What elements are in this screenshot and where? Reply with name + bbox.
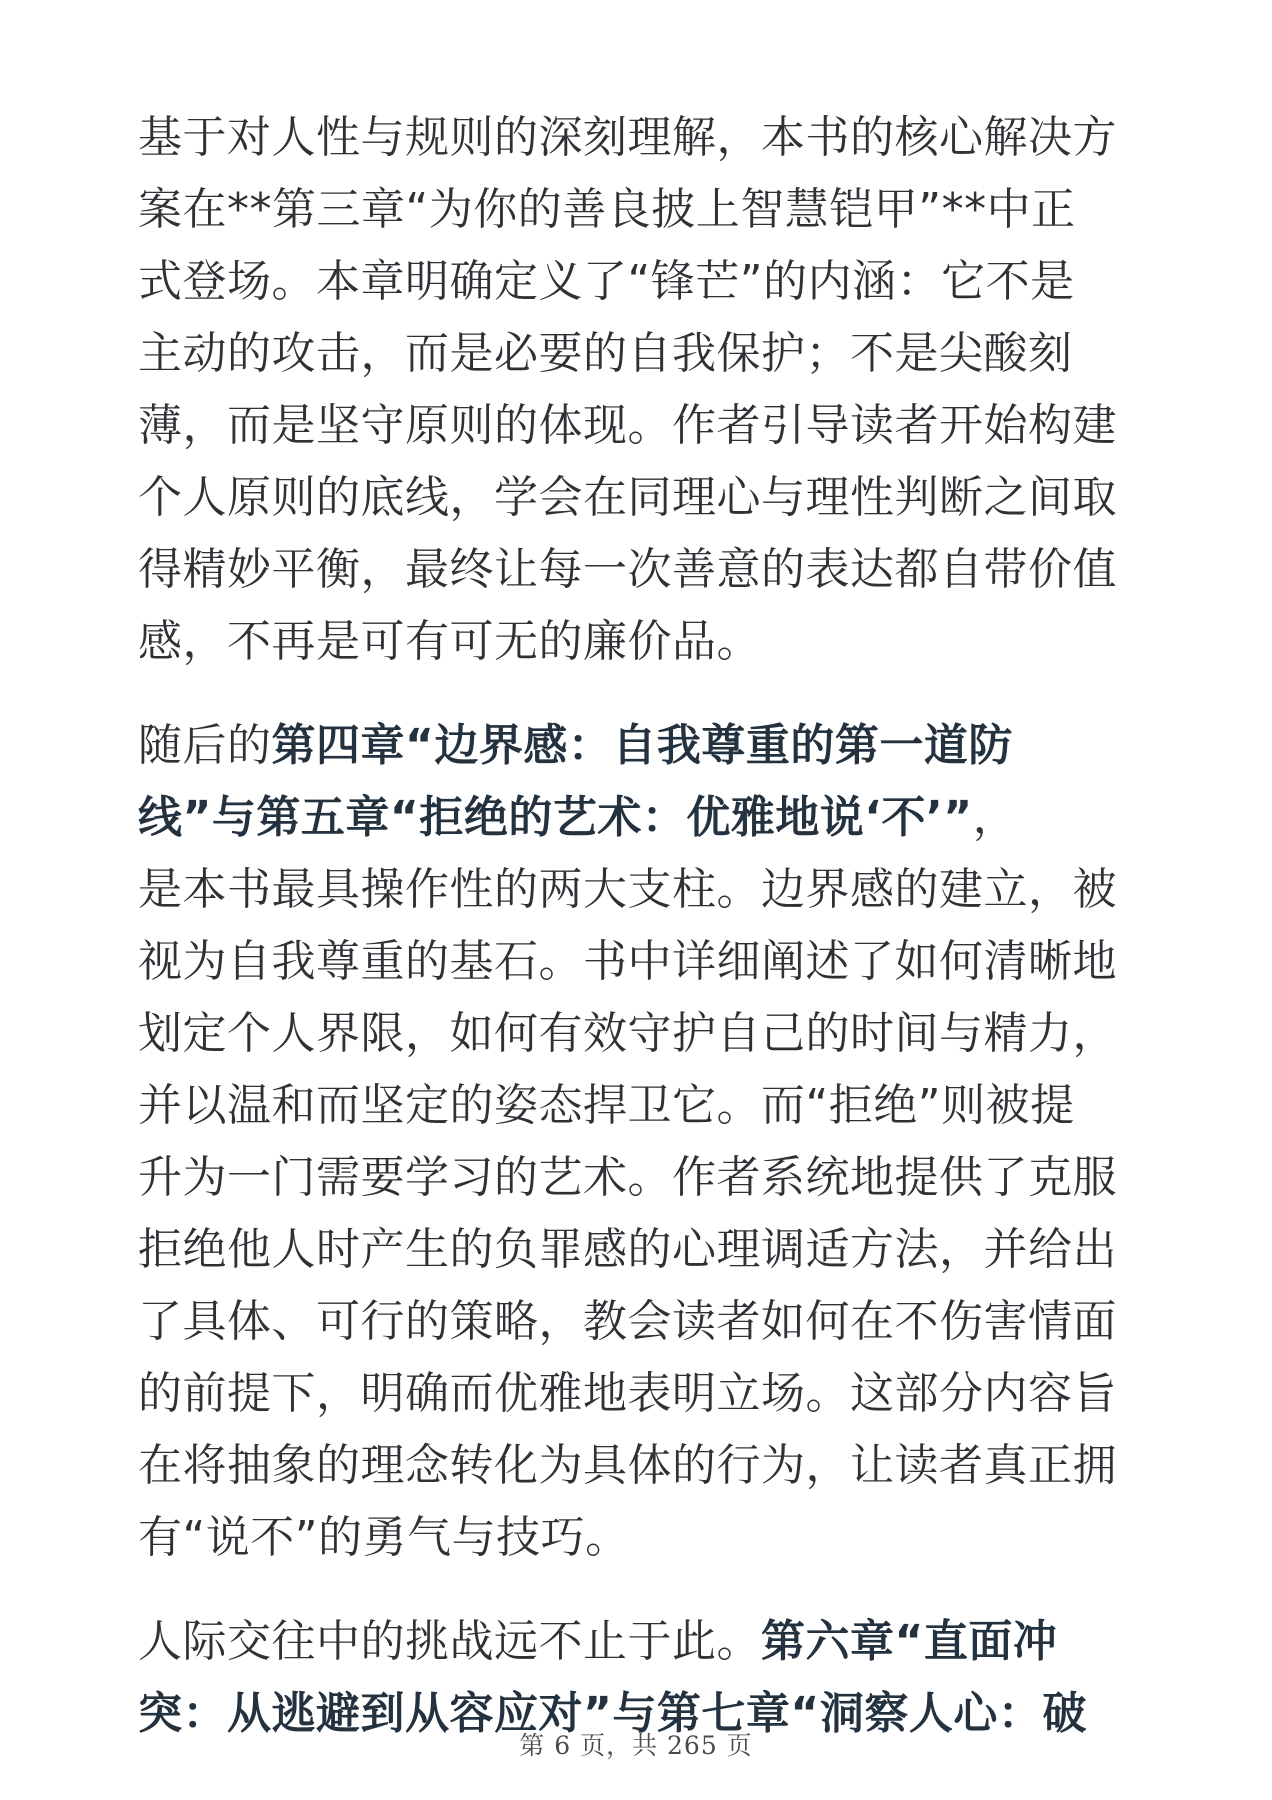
text-line	[138, 174, 1138, 246]
body-text: 式登场。本章明确定义了“锋芒”的内涵：它不是	[138, 256, 1075, 307]
text-line	[138, 462, 1138, 534]
text-line	[138, 1502, 1138, 1574]
text-line	[138, 246, 1138, 318]
text-line	[138, 318, 1138, 390]
text-line	[138, 390, 1138, 462]
body-text: 随后的	[138, 720, 272, 771]
body-text: ，	[972, 792, 1018, 843]
body-text: 的前提下，明确而优雅地表明立场。这部分内容旨	[138, 1368, 1117, 1419]
body-text: 是本书最具操作性的两大支柱。边界感的建立，被	[138, 864, 1117, 915]
text-line	[138, 606, 1138, 678]
chapter-title-emphasis: 突：从逃避到从容应对”与第七章“洞察人心：破	[138, 1688, 1087, 1739]
text-line	[138, 1286, 1138, 1358]
body-text: 薄，而是坚守原则的体现。作者引导读者开始构建	[138, 400, 1117, 451]
page-number-footer: 第 6 页，共 265 页	[519, 1731, 753, 1760]
text-line	[138, 534, 1138, 606]
chapter-title-emphasis: 第四章“边界感：自我尊重的第一道防	[271, 720, 1013, 771]
text-line	[138, 1070, 1138, 1142]
body-text: 了具体、可行的策略，教会读者如何在不伤害情面	[138, 1296, 1117, 1347]
text-line	[138, 782, 1138, 854]
body-text: 拒绝他人时产生的负罪感的心理调适方法，并给出	[138, 1224, 1117, 1275]
body-text: 有“说不”的勇气与技巧。	[138, 1512, 630, 1563]
body-text: 个人原则的底线，学会在同理心与理性判断之间取	[138, 472, 1117, 523]
text-line	[138, 1214, 1138, 1286]
body-text: 划定个人界限，如何有效守护自己的时间与精力，	[138, 1008, 1117, 1059]
text-line	[138, 1430, 1138, 1502]
text-line	[138, 1142, 1138, 1214]
body-text: 在将抽象的理念转化为具体的行为，让读者真正拥	[138, 1440, 1117, 1491]
text-line	[138, 1358, 1138, 1430]
body-text: 基于对人性与规则的深刻理解，本书的核心解决方	[138, 112, 1117, 163]
text-line	[138, 102, 1138, 174]
paragraph	[138, 102, 1138, 678]
body-text: 案在**第三章“为你的善良披上智慧铠甲”**中正	[138, 184, 1076, 235]
text-line	[138, 1606, 1138, 1678]
body-text: 并以温和而坚定的姿态捍卫它。而“拒绝”则被提	[138, 1080, 1075, 1131]
paragraph	[138, 710, 1138, 1574]
body-text: 感，不再是可有可无的廉价品。	[138, 616, 761, 667]
document-body	[138, 102, 1138, 1750]
chapter-title-emphasis: 线”与第五章“拒绝的艺术：优雅地说‘不’”	[138, 792, 973, 843]
text-line	[138, 710, 1138, 782]
text-line	[138, 854, 1138, 926]
body-text: 人际交往中的挑战远不止于此。	[138, 1616, 761, 1667]
chapter-title-emphasis: 第六章“直面冲	[761, 1616, 1058, 1667]
text-line	[138, 998, 1138, 1070]
body-text: 得精妙平衡，最终让每一次善意的表达都自带价值	[138, 544, 1117, 595]
text-line	[138, 926, 1138, 998]
body-text: 视为自我尊重的基石。书中详细阐述了如何清晰地	[138, 936, 1117, 987]
body-text: 主动的攻击，而是必要的自我保护；不是尖酸刻	[138, 328, 1073, 379]
body-text: 升为一门需要学习的艺术。作者系统地提供了克服	[138, 1152, 1117, 1203]
